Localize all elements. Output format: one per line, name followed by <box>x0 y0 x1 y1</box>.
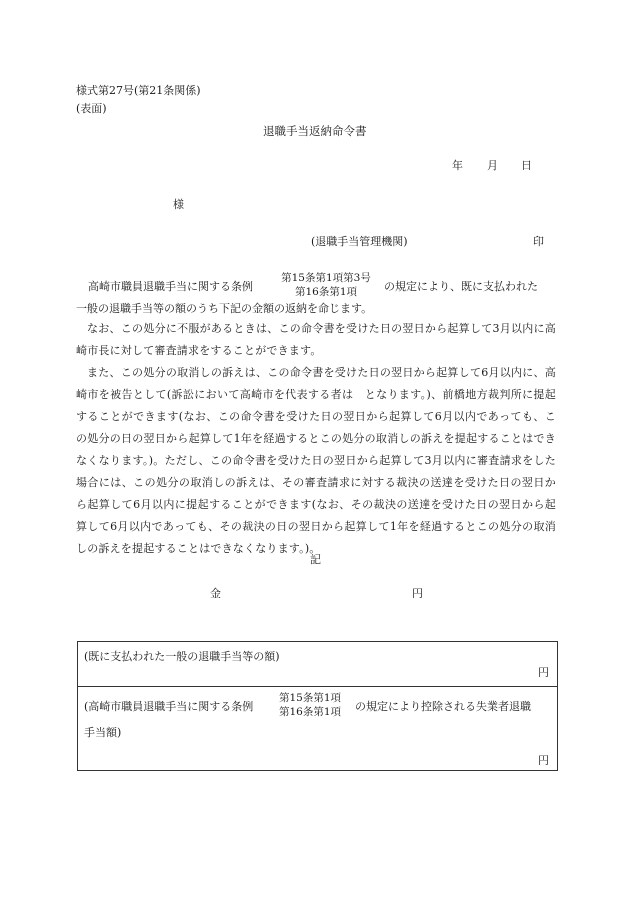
p1-clause-stack <box>278 271 374 299</box>
addressee-suffix: 様 <box>173 198 184 211</box>
p3-paragraph: また、この処分の取消しの訴えは、この命令書を受けた日の翌日から起算して6月以内に、高崎市を被告として(訴訟において高崎市を代表する者は となります。)、前橋地方裁判所に提起することができます(なお、この命令書を受けた日の翌日から起算して6月以内であっても、この処分の日の翌日から起算して1年を経過するとこの処分の取消しの訴えを提起することはできなくなります。)。ただし、この命令書を受けた日の翌日から起算して3月以内に審査請求をした場合には、この処分の取消しの訴えは、その審査請求に対する裁決の送達を受けた日の翌日から起算して6月以内に提起することができます(なお、その裁決の送達を受けた日の翌日から起算して6月以内であっても、その裁決の日の翌日から起算して1年を経過するとこの処分の取消しの訴えを提起することはできなくなります。)。 <box>76 366 556 555</box>
amount-yen-label: 円 <box>412 587 423 600</box>
seal-mark: 印 <box>533 235 544 248</box>
form-number: 様式第27号(第21条関係) <box>76 84 201 97</box>
row2-yen: 円 <box>538 754 549 767</box>
p2-paragraph: なお、この処分に不服があるときは、この命令書を受けた日の翌日から起算して3月以内に高崎市長に対して審査請求をすることができます。 <box>76 322 556 357</box>
row2-clause-b: 第16条第1項 <box>278 706 342 718</box>
form-side-label: (表面) <box>76 102 107 115</box>
row2-line2: 手当額) <box>84 726 122 739</box>
row1-yen: 円 <box>538 666 549 679</box>
p1-clause-b: 第16条第1項 <box>294 286 358 298</box>
row1-label: (既に支払われた一般の退職手当等の額) <box>84 650 280 663</box>
p1-line2: 一般の退職手当等の額のうち下記の金額の返納を命じます。 <box>76 302 373 315</box>
document-title: 退職手当返納命令書 <box>263 124 367 138</box>
date-day-label: 日 <box>521 159 532 172</box>
p1-tail: の規定により、既に支払われた <box>384 280 538 293</box>
date-year-label: 年 <box>452 159 463 172</box>
p1-clause-a: 第15条第1項第3号 <box>281 272 371 284</box>
amount-kin-label: 金 <box>210 587 221 600</box>
issuer-label: (退職手当管理機関) <box>311 235 408 248</box>
table-row-divider <box>78 686 557 687</box>
ki-label: 記 <box>310 553 321 566</box>
date-month-label: 月 <box>487 159 498 172</box>
row2-clause-stack <box>274 691 346 719</box>
row2-tail: の規定により控除される失業者退職 <box>355 700 531 713</box>
row2-clause-a: 第15条第1項 <box>278 692 342 704</box>
row2-lead: (高崎市職員退職手当に関する条例 <box>84 700 254 713</box>
p1-lead: 高崎市職員退職手当に関する条例 <box>88 280 253 293</box>
amount-table <box>77 641 558 771</box>
